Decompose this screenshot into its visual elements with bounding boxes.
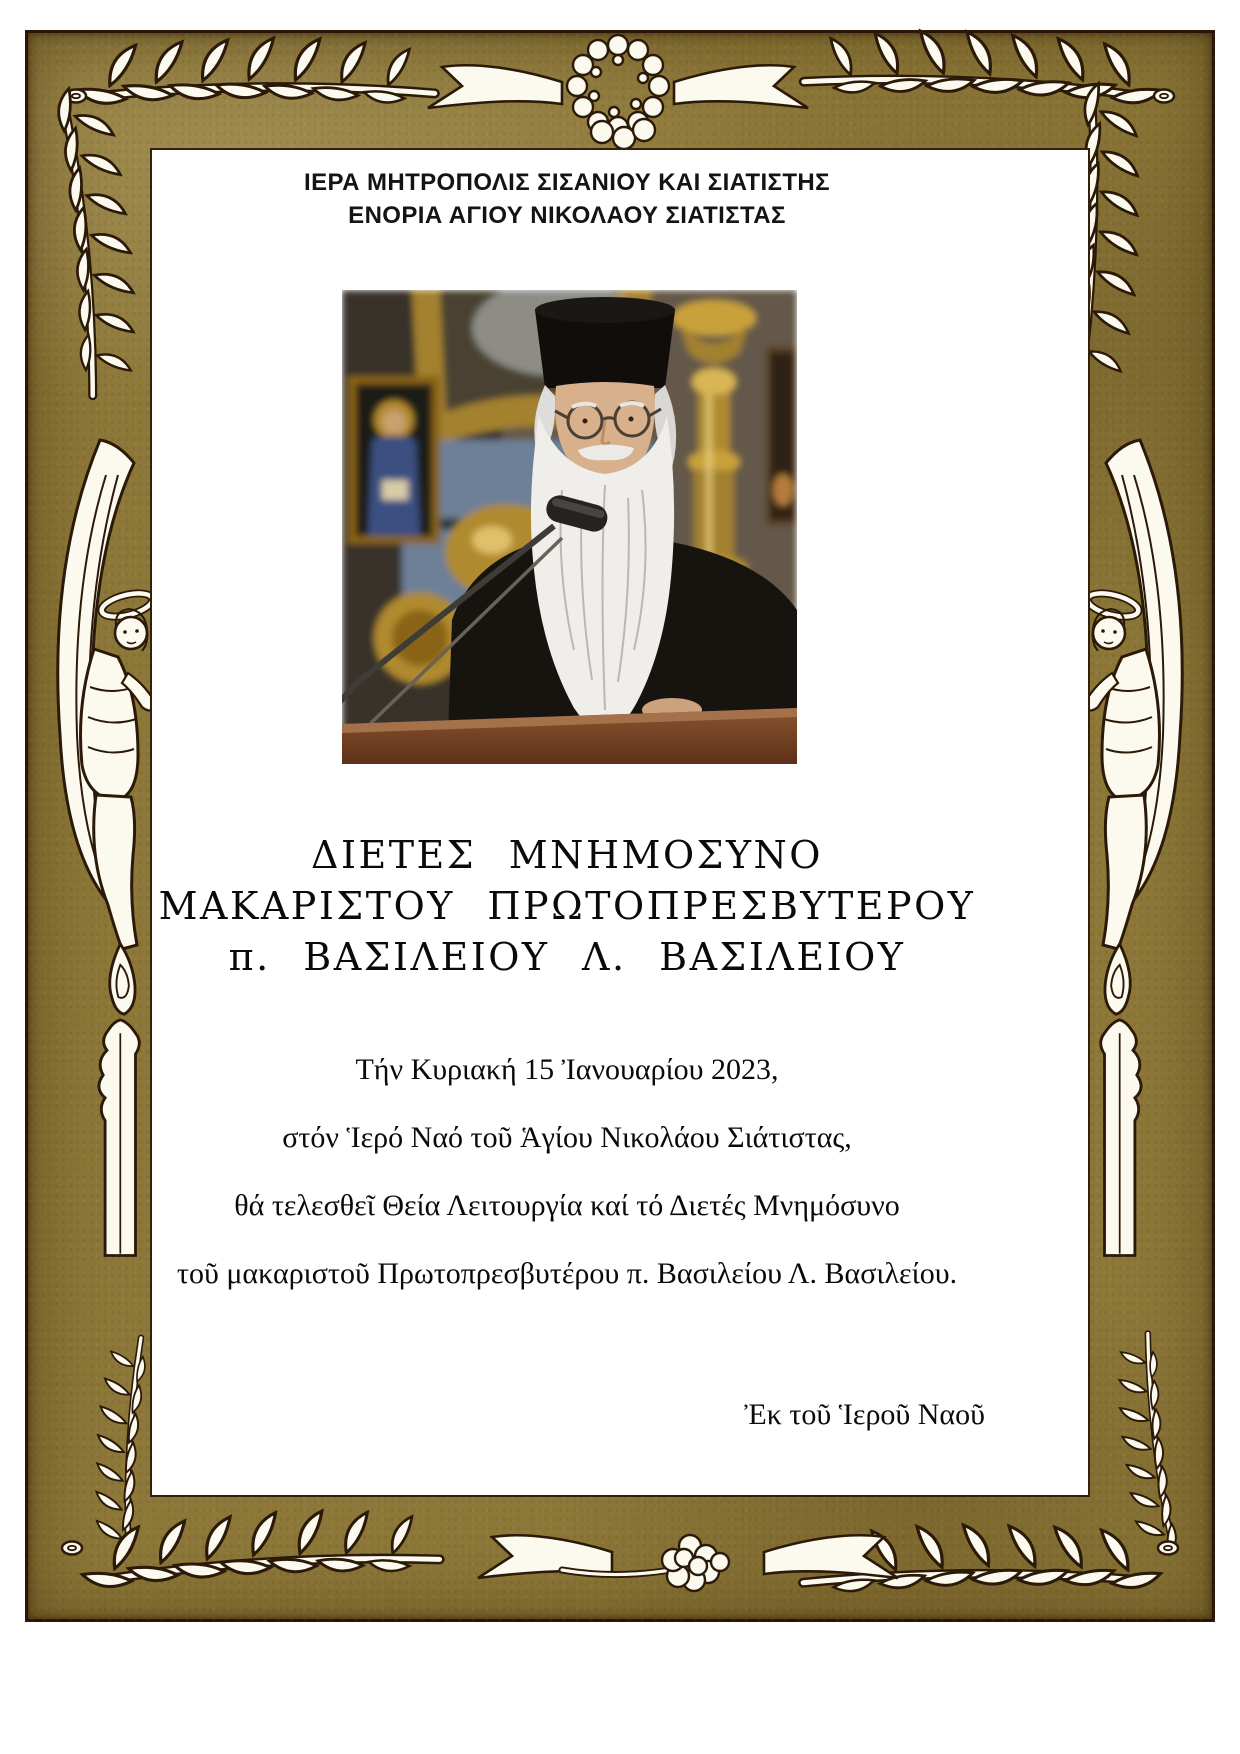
announcement-body	[152, 1036, 982, 1308]
header-line-metropolis: ΙΕΡΑ ΜΗΤΡΟΠΟΛΙΣ ΣΙΣΑΝΙΟΥ ΚΑΙ ΣΙΑΤΙΣΤΗΣ	[304, 169, 830, 196]
closing-signature: Ἐκ τοῦ Ἱεροῦ Ναοῦ	[744, 1398, 985, 1431]
body-line-place: στόν Ἱερό Ναό τοῦ Ἁγίου Νικολάου Σιάτιστας,	[282, 1121, 852, 1154]
header-line-parish: ΕΝΟΡΙΑ ΑΓΙΟΥ ΝΙΚΟΛΑΟΥ ΣΙΑΤΙΣΤΑΣ	[348, 202, 786, 229]
body-line-service: θά τελεσθεῖ Θεία Λειτουργία καί τό Διετές Μνημόσυνο	[234, 1189, 900, 1222]
title-line-3: π. ΒΑΣΙΛΕΙΟΥ Λ. ΒΑΣΙΛΕΙΟΥ	[228, 935, 906, 979]
body-line-date: Τήν Κυριακή 15 Ἰανουαρίου 2023,	[355, 1053, 779, 1086]
announcement-sheet	[150, 148, 1090, 1497]
memorial-title	[152, 830, 982, 983]
memorial-photo	[342, 290, 797, 764]
church-header	[152, 166, 982, 232]
title-line-1: ΔΙΕΤΕΣ ΜΝΗΜΟΣΥΝΟ	[311, 833, 823, 877]
title-line-2: ΜΑΚΑΡΙΣΤΟΥ ΠΡΩΤΟΠΡΕΣΒΥΤΕΡΟΥ	[158, 884, 976, 928]
body-line-person: τοῦ μακαριστοῦ Πρωτοπρεσβυτέρου π. Βασιλείου Λ. Βασιλείου.	[176, 1257, 958, 1290]
